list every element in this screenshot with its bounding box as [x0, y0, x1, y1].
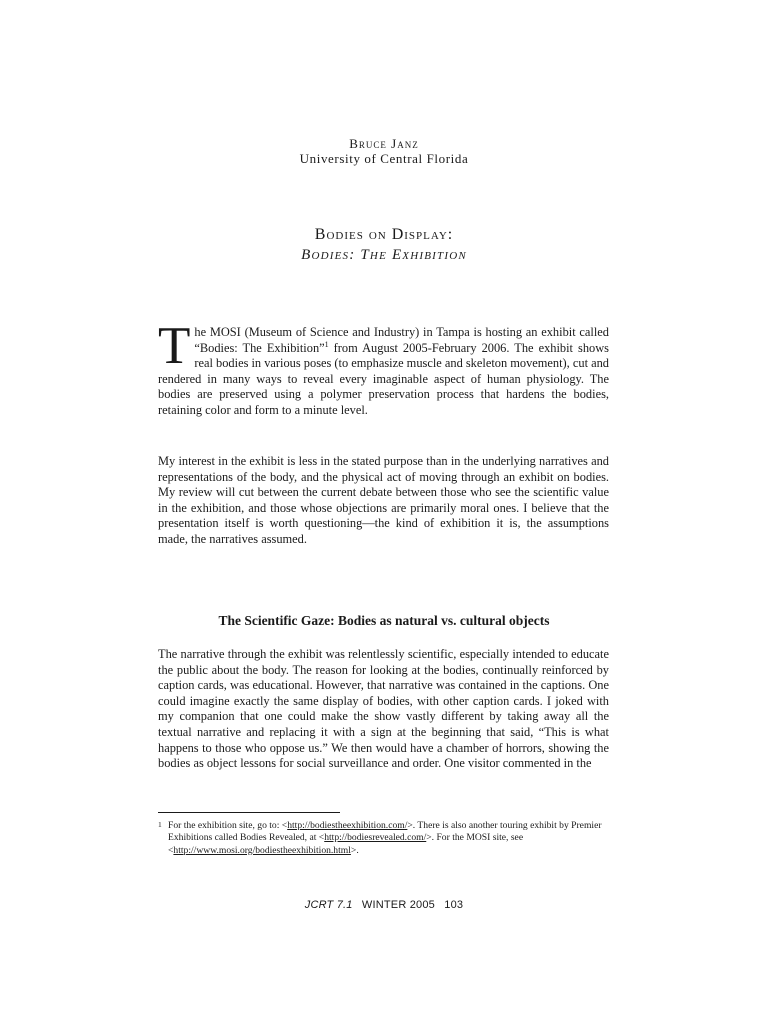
author-name: Bruce Janz — [349, 136, 419, 151]
paragraph-1 — [158, 317, 610, 419]
author-affiliation: University of Central Florida — [299, 151, 469, 166]
footnote-text — [158, 820, 609, 857]
drop-cap: T — [158, 317, 191, 375]
footnote-text-4: >. — [350, 844, 359, 856]
footnote-rule — [158, 812, 340, 813]
footnote-text-1: For the exhibition site, go to: < — [168, 820, 288, 831]
paragraph-1-text-a: he MOSI (Museum of Science and Industry) in Tampa is hosting an exhibit called “Bodies: The Exhibition” — [194, 325, 609, 355]
article-title: Bodies on Display: — [314, 226, 454, 243]
paragraph-1-text-b: from August 2005-February 2006. The exhibit shows real bodies in various poses (to emphasize muscle and skeleton movement), cut and rendered in many ways to reveal every imaginable aspect of human physiology. The bodies are preserved using a polymer preservation process that hardens the bodies, retaining color and form to a minute level. — [158, 340, 610, 417]
footnote — [158, 820, 609, 857]
footnote-text-3: >. For the MOSI site, see < — [168, 832, 524, 856]
footnote-link-bodiestheexhibition[interactable]: http://bodiestheexhibition.com/ — [287, 820, 408, 831]
page-footer — [0, 899, 768, 911]
footnote-ref[interactable]: 1 — [324, 339, 329, 349]
footnote-text-2: >. There is also another touring exhibit by Premier Exhibitions called Bodies Revealed, at < — [168, 820, 602, 844]
footnote-number: 1 — [158, 820, 162, 829]
article-subtitle: Bodies: The Exhibition — [301, 247, 467, 263]
journal-name: JCRT 7.1 — [304, 899, 353, 911]
journal-issue: WINTER 2005 — [361, 899, 435, 911]
section-heading: The Scientific Gaze: Bodies as natural vs. cultural objects — [218, 613, 550, 628]
page-number: 103 — [444, 899, 464, 911]
footnote-link-mosi[interactable]: http://www.mosi.org/bodiestheexhibition.html — [173, 844, 351, 856]
paragraph-2: My interest in the exhibit is less in the stated purpose than in the underlying narratives and representations of the body, and the physical act of moving through an exhibit on bodies. My review will cut between the current debate between those who see the scientific value in the exhibition, and those whose objections are primarily moral ones. I believe that the presentation itself is worth questioning—the kind of exhibition it is, the assumptions made, the narratives assumed. — [158, 454, 609, 546]
paragraph-3: The narrative through the exhibit was relentlessly scientific, especially intended to educate the public about the body. The reason for looking at the bodies, continually reinforced by caption cards, was educational. However, that narrative was contained in the captions. One could imagine exactly the same display of bodies, with other caption cards. I joked with my companion that one could make the show vastly different by taking away all the textual narrative and replacing it with a sign at the beginning that said, “This is what happens to those who oppose us.” We then would have a chamber of horrors, showing the bodies as object lessons for social surveillance and order. One visitor commented in the — [158, 647, 609, 771]
footnote-link-bodiesrevealed[interactable]: http://bodiesrevealed.com/ — [324, 832, 427, 844]
